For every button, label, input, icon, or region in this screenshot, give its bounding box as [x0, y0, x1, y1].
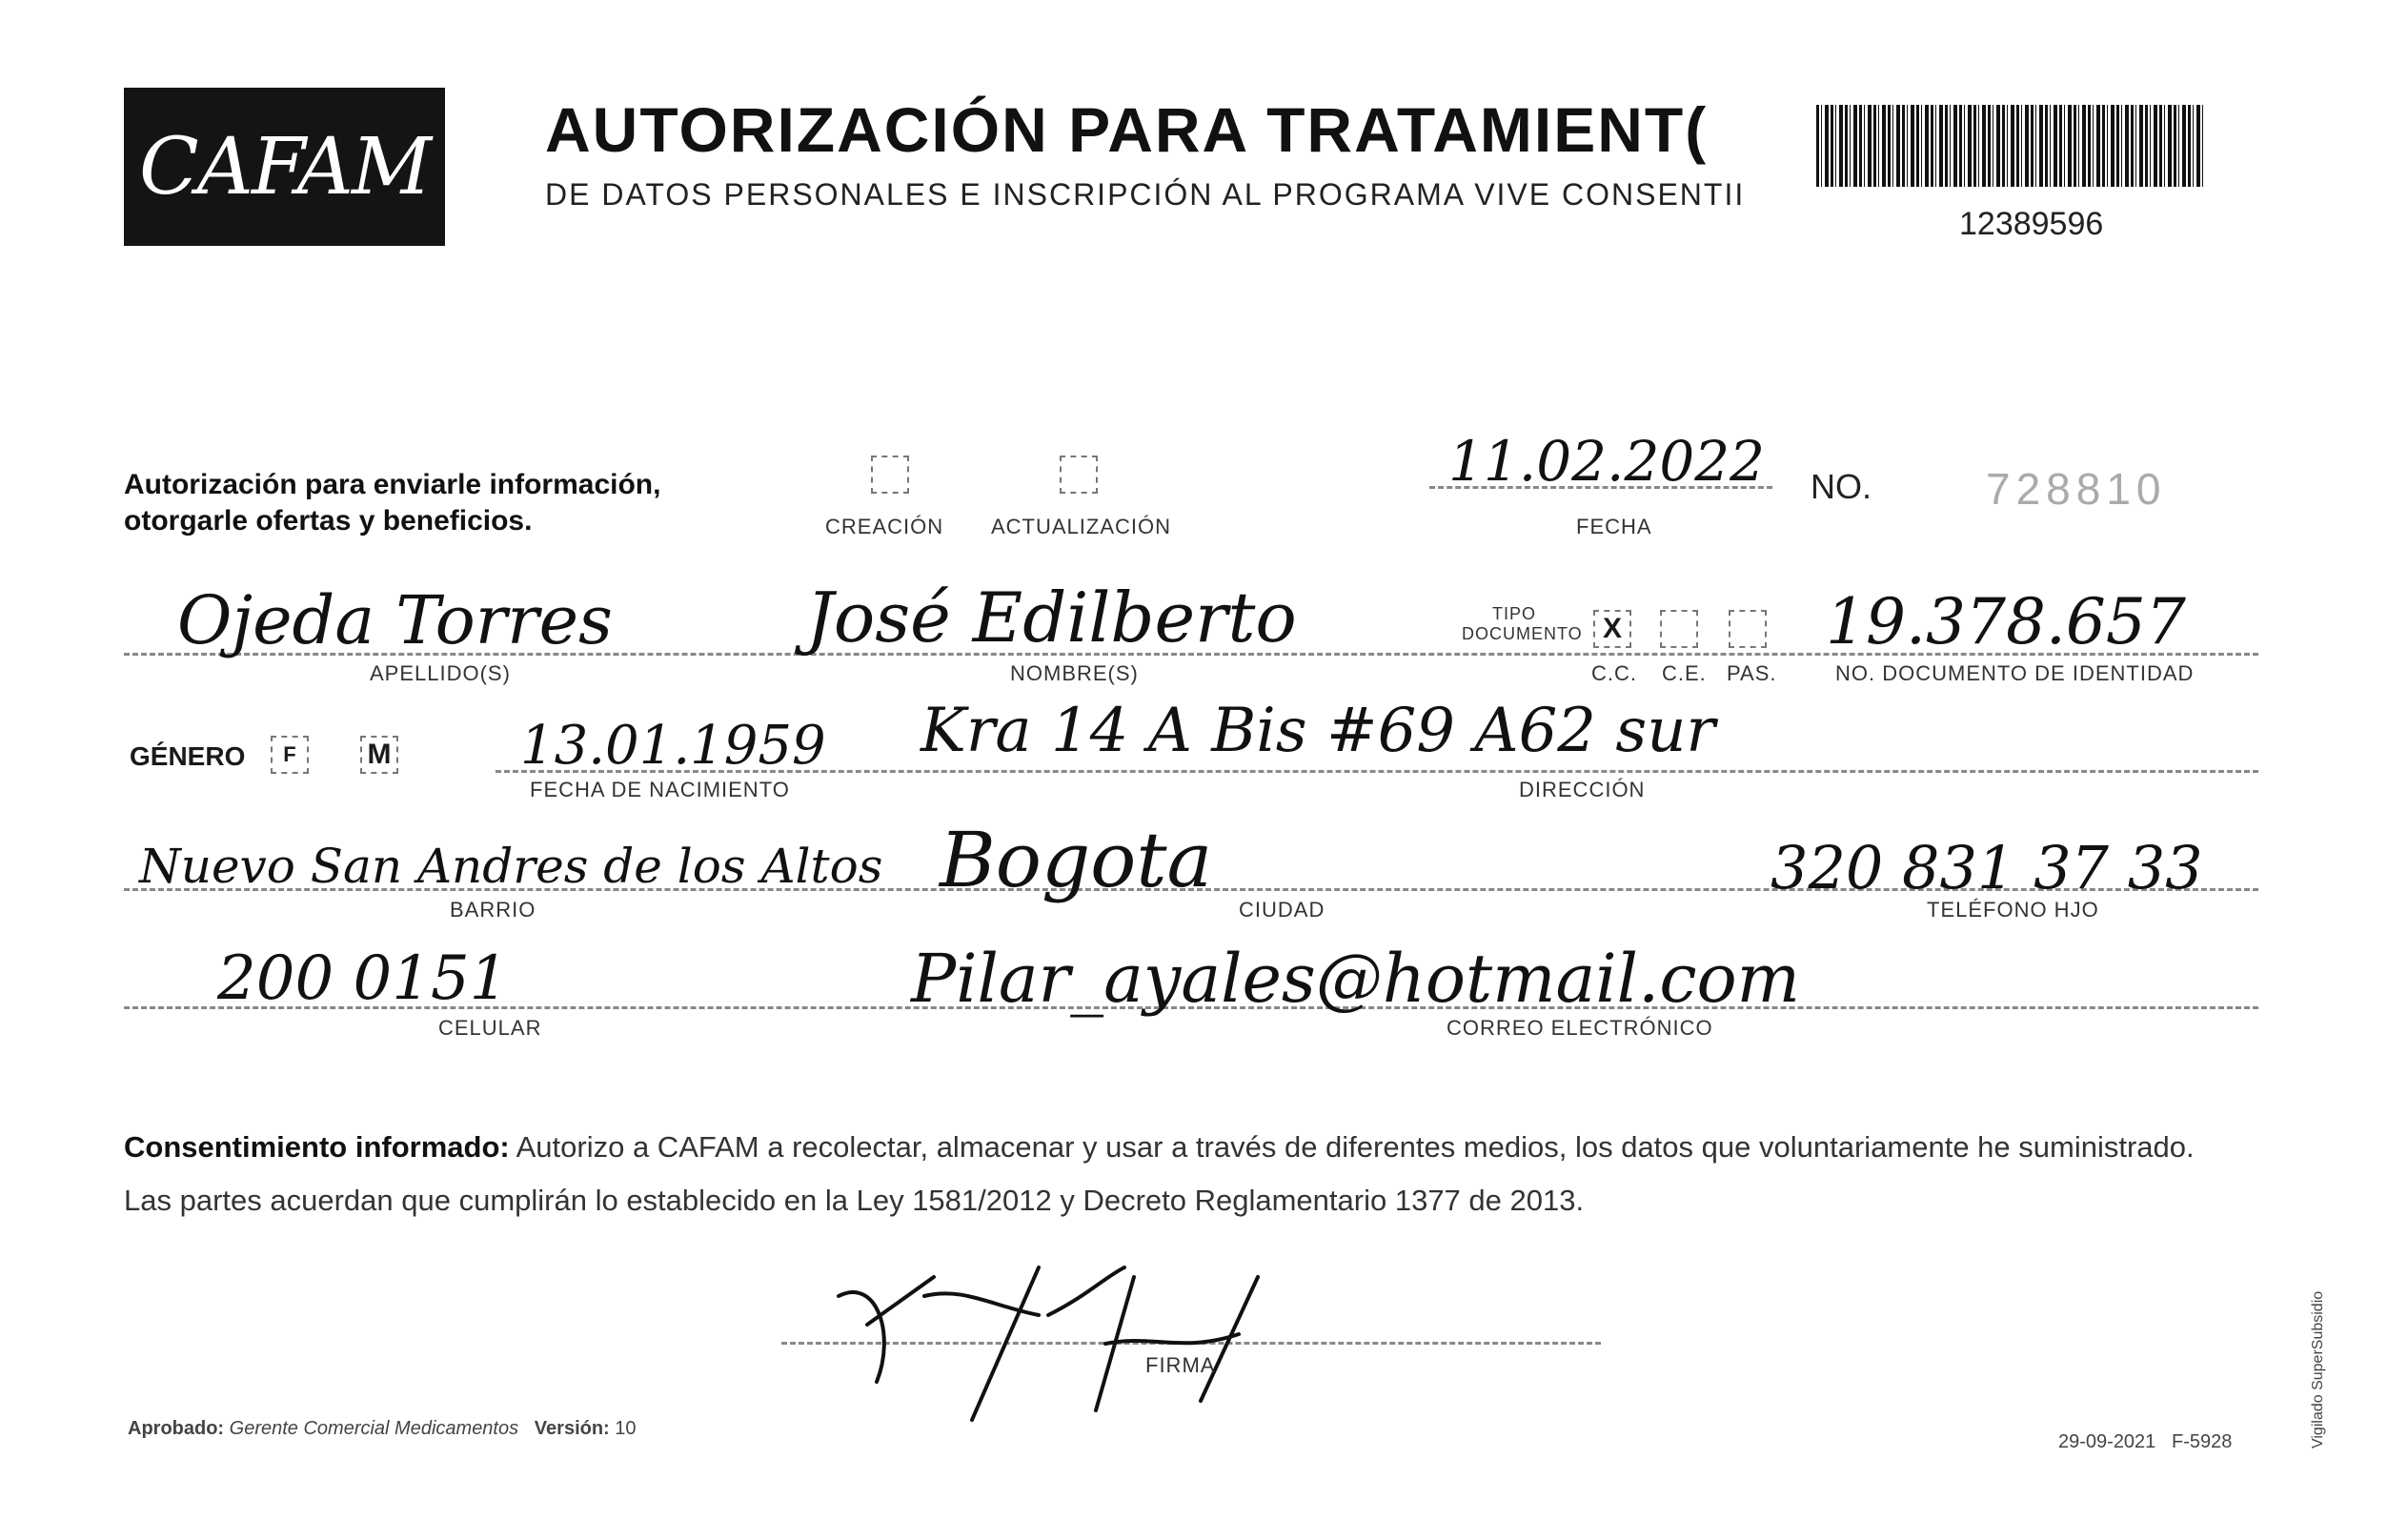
apellidos-label: APELLIDO(S) [370, 661, 511, 685]
documento-label: NO. DOCUMENTO DE IDENTIDAD [1835, 661, 2195, 685]
intro-text [124, 467, 734, 539]
creacion-checkbox[interactable] [871, 456, 909, 494]
cafam-logo [124, 88, 445, 246]
ce-label: C.E. [1662, 661, 1707, 685]
celular-value[interactable]: 200 0151 [217, 943, 509, 1014]
actualizacion-label: ACTUALIZACIÓN [991, 515, 1172, 538]
consent-heading: Consentimiento informado: [124, 1130, 510, 1164]
logo-text: CAFAM [139, 121, 430, 213]
firma-label: FIRMA [1145, 1353, 1216, 1377]
vigilado-side-text: Vigilado SuperSubsidio [2310, 1290, 2326, 1449]
genero-label: GÉNERO [130, 741, 246, 771]
form-code: F-5928 [2171, 1431, 2233, 1452]
m-label: M [367, 739, 392, 770]
intro-line-1: Autorización para enviarle información, [124, 469, 661, 500]
barrio-value[interactable]: Nuevo San Andres de los Altos [139, 839, 883, 894]
tipo-documento-label [1462, 604, 1583, 644]
consent-text-2: Las partes acuerdan que cumplirán lo establecido en la Ley 1581/2012 y Decreto Reglamentario 1377 de 2013. [124, 1184, 1585, 1217]
celular-label: CELULAR [438, 1016, 542, 1040]
pas-label: PAS. [1727, 661, 1777, 685]
cc-label: C.C. [1591, 661, 1637, 685]
ciudad-value[interactable]: Bogota [940, 816, 1213, 904]
ciudad-label: CIUDAD [1239, 898, 1325, 922]
intro-line-2: otorgarle ofertas y beneficios. [124, 505, 533, 537]
aprobado-label: Aprobado: [128, 1418, 225, 1439]
cc-checkbox[interactable] [1593, 610, 1631, 648]
apellidos-value[interactable]: Ojeda Torres [177, 581, 613, 659]
correo-value[interactable]: Pilar_ayales@hotmail.com [911, 940, 1801, 1018]
fecha-value[interactable]: 11.02.2022 [1448, 429, 1766, 494]
aprobado-value: Gerente Comercial Medicamentos [229, 1418, 519, 1439]
f-label: F [283, 742, 296, 766]
cc-checkmark: X [1602, 613, 1622, 644]
genero-f-checkbox[interactable] [271, 736, 309, 774]
nombres-value[interactable]: José Edilberto [806, 578, 1297, 658]
telefono-value[interactable]: 320 831 37 33 [1771, 833, 2203, 902]
consent-paragraph [124, 1121, 2258, 1227]
tipo-label: TIPO [1491, 604, 1536, 623]
correo-label: CORREO ELECTRÓNICO [1447, 1016, 1713, 1040]
footer-aprobado [128, 1418, 637, 1440]
pas-checkbox[interactable] [1729, 610, 1767, 648]
date-code: 29-09-2021 [2058, 1431, 2156, 1452]
signature-drawing [820, 1239, 1353, 1429]
barcode [1816, 105, 2203, 187]
nacimiento-value[interactable]: 13.01.1959 [520, 715, 826, 777]
footer-codes [2058, 1431, 2232, 1453]
fecha-label: FECHA [1576, 515, 1652, 538]
actualizacion-checkbox[interactable] [1060, 456, 1098, 494]
direccion-value[interactable]: Kra 14 A Bis #69 A62 sur [921, 696, 1715, 766]
consent-text-1: Autorizo a CAFAM a recolectar, almacenar y usar a través de diferentes medios, los datos que voluntariamente he suministrado. [509, 1130, 2195, 1164]
no-label: NO. [1811, 467, 1872, 506]
form-title: AUTORIZACIÓN PARA TRATAMIENT( [545, 94, 1709, 165]
documento-value[interactable]: 19.378.657 [1826, 585, 2186, 659]
documento-label: DOCUMENTO [1462, 624, 1583, 643]
genero-m-checkbox[interactable] [360, 736, 398, 774]
direccion-label: DIRECCIÓN [1519, 778, 1646, 801]
barcode-number: 12389596 [1959, 206, 2104, 242]
no-value: 728810 [1986, 464, 2167, 514]
version-label: Versión: [534, 1418, 610, 1439]
ce-checkbox[interactable] [1660, 610, 1698, 648]
creacion-label: CREACIÓN [825, 515, 944, 538]
telefono-label: TELÉFONO HJO [1927, 898, 2099, 922]
nombres-label: NOMBRE(S) [1010, 661, 1139, 685]
version-value: 10 [615, 1418, 637, 1439]
nacimiento-label: FECHA DE NACIMIENTO [530, 778, 790, 801]
barrio-label: BARRIO [450, 898, 536, 922]
form-subtitle: DE DATOS PERSONALES E INSCRIPCIÓN AL PROGRAMA VIVE CONSENTII [545, 177, 1746, 212]
